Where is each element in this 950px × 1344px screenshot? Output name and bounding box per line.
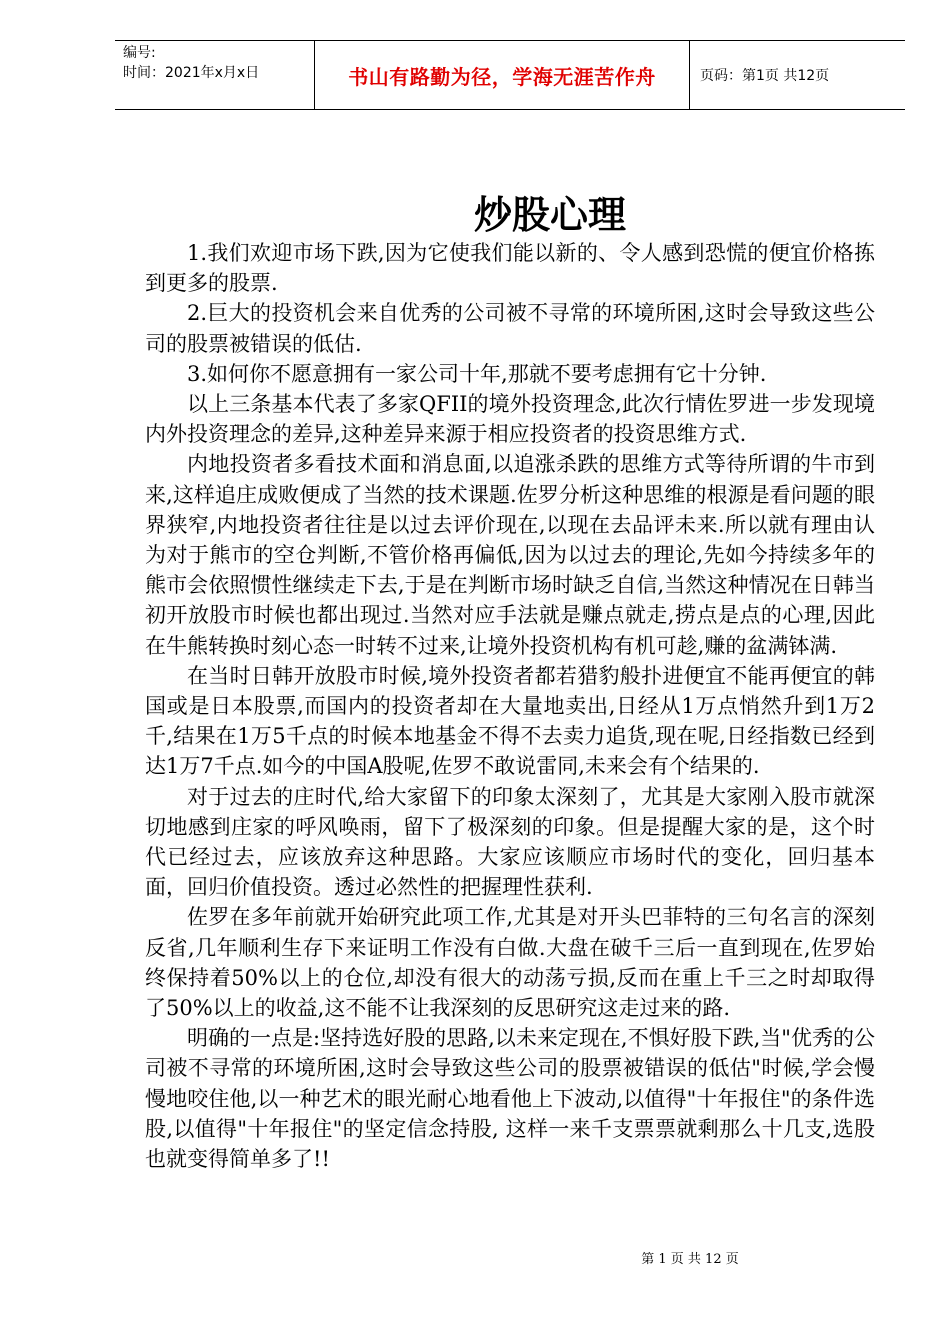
paragraph: 佐罗在多年前就开始研究此项工作,尤其是对开头巴菲特的三句名言的深刻反省,几年顺利生存下来证明工作没有白做.大盘在破千三后一直到现在,佐罗始终保持着50%以上的仓位,却没有很大的动荡亏损,反而在重上千三之时却取得了50%以上的收益,这不能不让我深刻的反思研究这走过来的路.	[145, 905, 875, 1021]
paragraph: 明确的一点是:坚持选好股的思路,以未来定现在,不惧好股下跌,当"优秀的公司被不寻常的环境所困,这时会导致这些公司的股票被错误的低估"时候,学会慢慢地咬住他,以一种艺术的眼光耐心地看他上下波动,以值得"十年报住"的条件选股,以值得"十年报住"的坚定信念持股, 这样一来千支票票就剩那么十几支,选股也就变得简单多了!!	[145, 1026, 875, 1172]
document-title: 炒股心理	[473, 193, 626, 237]
header-page-info: 页码：第1页 共12页	[700, 68, 830, 84]
paragraph: 2.巨大的投资机会来自优秀的公司被不寻常的环境所困,这时会导致这些公司的股票被错误的低估.	[145, 301, 875, 356]
paragraph: 对于过去的庄时代,给大家留下的印象太深刻了，尤其是大家刚入股市就深切地感到庄家的呼风唤雨，留下了极深刻的印象。但是提醒大家的是，这个时代已经过去，应该放弃这种思路。大家应该顺应市场时代的变化，回归基本面，回归价值投资。透过必然性的把握理性获利.	[145, 784, 875, 900]
paragraph: 内地投资者多看技术面和消息面,以追涨杀跌的思维方式等待所谓的牛市到来,这样追庄成败便成了当然的技术课题.佐罗分析这种思维的根源是看问题的眼界狭窄,内地投资者往往是以过去评价现在,以现在去品评未来.所以就有理由认为对于熊市的空仓判断,不管价格再偏低,因为以过去的理论,先如今持续多年的熊市会依照惯性继续走下去,于是在判断市场时缺乏自信,当然这种情况在日韩当初开放股市时候也都出现过.当然对应手法就是赚点就走,捞点是点的心理,因此在牛熊转换时刻心态一时转不过来,让境外投资机构有机可趁,赚的盆满钵满.	[145, 452, 875, 658]
number-label: 编号:	[123, 45, 156, 61]
paragraph: 在当时日韩开放股市时候,境外投资者都若猎豹般扑进便宜不能再便宜的韩国或是日本股票,而国内的投资者却在大量地卖出,日经从1万点悄然升到1万2千,结果在1万5千点的时候本地基金不得不去卖力追货,现在呢,日经指数已经到达1万7千点.如今的中国A股呢,佐罗不敢说雷同,未来会有个结果的.	[145, 663, 875, 779]
paragraph: 以上三条基本代表了多家QFII的境外投资理念,此次行情佐罗进一步发现境内外投资理念的差异,这种差异来源于相应投资者的投资思维方式.	[145, 392, 875, 447]
page-header	[115, 40, 905, 110]
document-body	[145, 238, 875, 1174]
paragraph: 3.如何你不愿意拥有一家公司十年,那就不要考虑拥有它十分钟.	[187, 361, 767, 386]
time-label: 时间：2021年x月x日	[123, 65, 260, 81]
header-slogan: 书山有路勤为径，学海无涯苦作舟	[315, 41, 690, 109]
header-meta	[115, 41, 315, 109]
paragraph: 1.我们欢迎市场下跌,因为它使我们能以新的、令人感到恐慌的便宜价格拣到更多的股票.	[145, 241, 875, 296]
page-footer: 第 1 页 共 12 页	[641, 1252, 739, 1267]
